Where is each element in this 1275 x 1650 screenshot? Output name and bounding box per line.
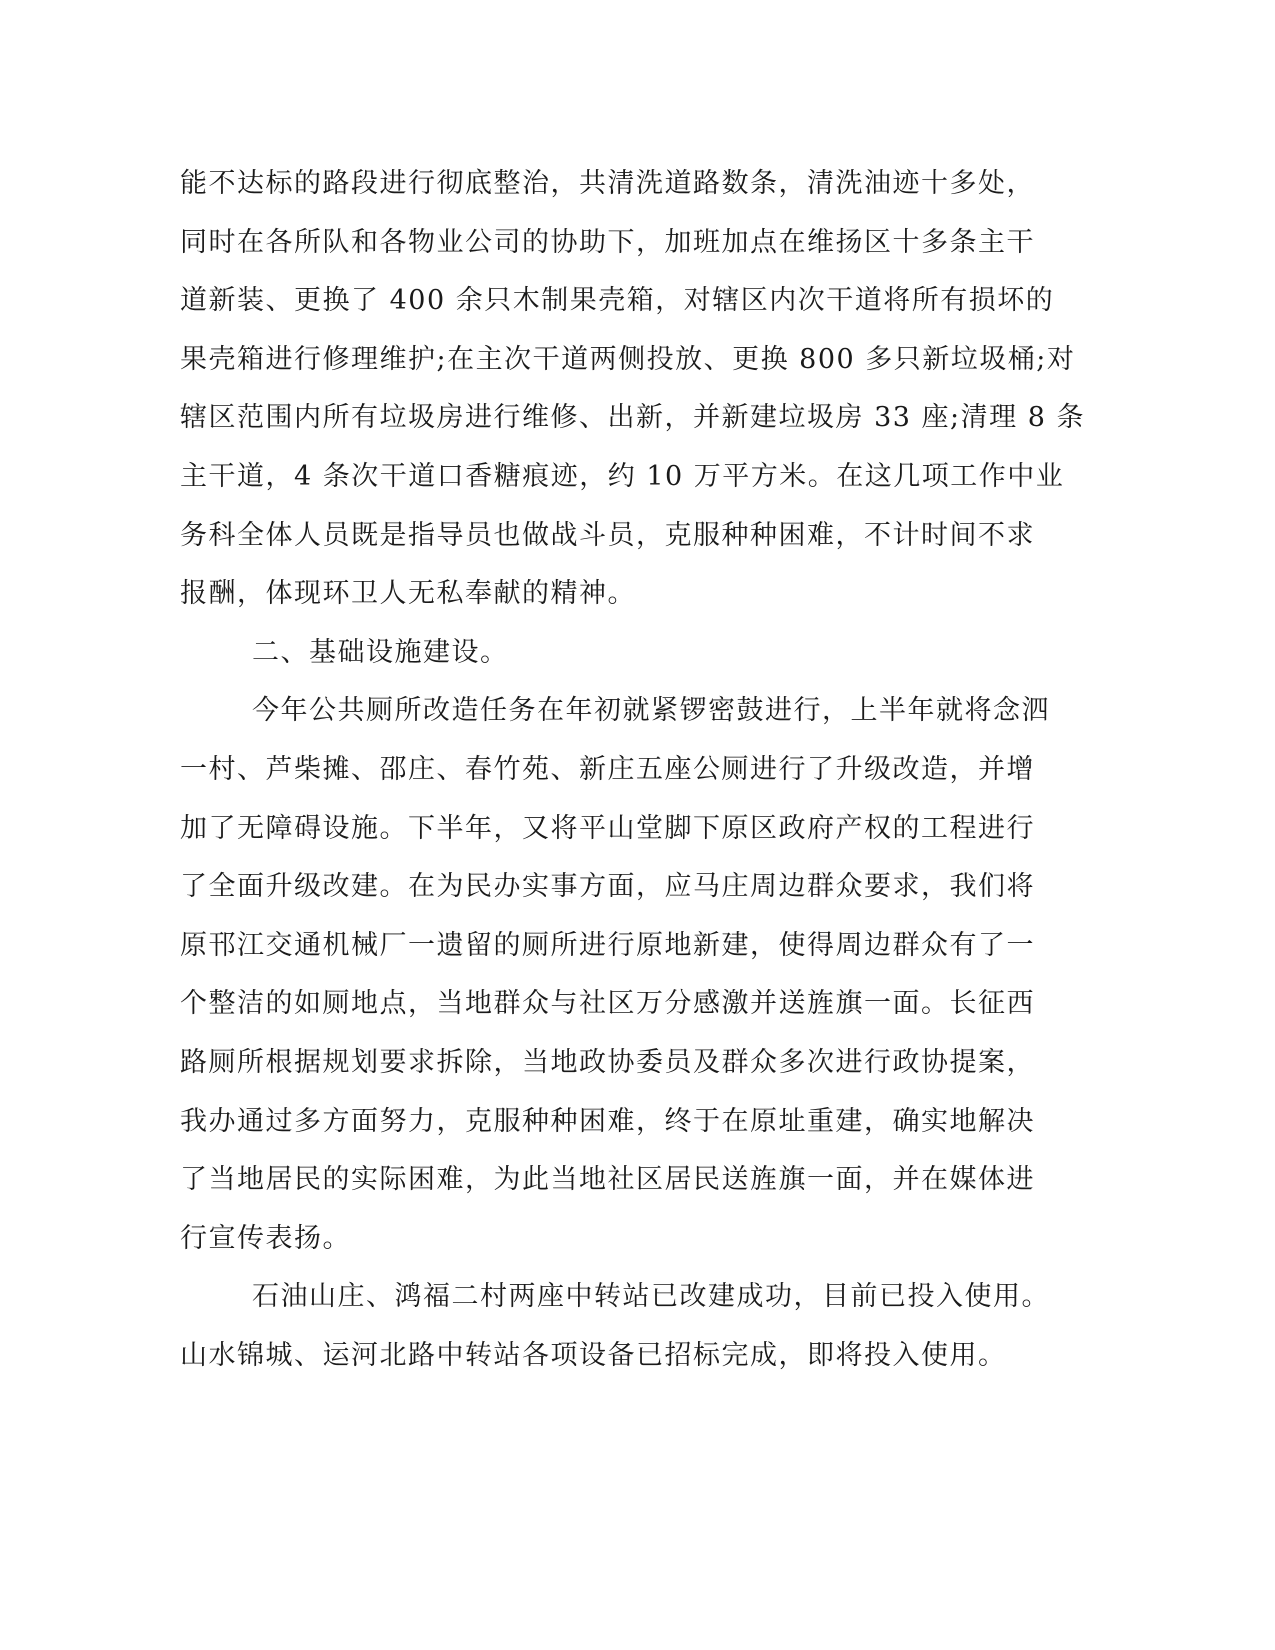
text-line: 加了无障碍设施。下半年，又将平山堂脚下原区政府产权的工程进行 [180, 812, 1035, 844]
text-line: 行宣传表扬。 [180, 1222, 351, 1254]
text-line: 了当地居民的实际困难，为此当地社区居民送旌旗一面，并在媒体进 [180, 1164, 1035, 1196]
text-line: 同时在各所队和各物业公司的协助下，加班加点在维扬区十多条主干 [180, 226, 1035, 258]
document-body [180, 155, 1085, 1385]
text-line: 我办通过多方面努力，克服种种困难，终于在原址重建，确实地解决 [180, 1105, 1035, 1137]
section-heading: 二、基础设施建设。 [252, 636, 509, 668]
text-line: 能不达标的路段进行彻底整治，共清洗道路数条，清洗油迹十多处， [180, 168, 1035, 199]
text-line: 果壳箱进行修理维护;在主次干道两侧投放、更换 800 多只新垃圾桶;对 [180, 343, 1076, 375]
text-line: 务科全体人员既是指导员也做战斗员，克服种种困难，不计时间不求 [180, 519, 1035, 551]
text-line: 山水锦城、运河北路中转站各项设备已招标完成，即将投入使用。 [180, 1339, 1007, 1371]
text-line: 报酬，体现环卫人无私奉献的精神。 [180, 578, 636, 610]
text-line: 道新装、更换了 400 余只木制果壳箱，对辖区内次干道将所有损坏的 [180, 285, 1055, 317]
text-line: 个整洁的如厕地点，当地群众与社区万分感激并送旌旗一面。长征西 [180, 988, 1035, 1020]
text-line: 原邗江交通机械厂一遗留的厕所进行原地新建，使得周边群众有了一 [180, 929, 1035, 961]
text-line: 一村、芦柴摊、邵庄、春竹苑、新庄五座公厕进行了升级改造，并增 [180, 753, 1035, 785]
text-line: 路厕所根据规划要求拆除，当地政协委员及群众多次进行政协提案， [180, 1046, 1035, 1078]
text-line: 主干道，4 条次干道口香糖痕迹，约 10 万平方米。在这几项工作中业 [180, 460, 1065, 492]
text-line: 辖区范围内所有垃圾房进行维修、出新，并新建垃圾房 33 座;清理 8 条 [180, 402, 1085, 434]
text-line: 今年公共厕所改造任务在年初就紧锣密鼓进行，上半年就将念泗 [252, 695, 1050, 727]
text-line: 石油山庄、鸿福二村两座中转站已改建成功，目前已投入使用。 [252, 1281, 1050, 1313]
text-line: 了全面升级改建。在为民办实事方面，应马庄周边群众要求，我们将 [180, 871, 1035, 903]
